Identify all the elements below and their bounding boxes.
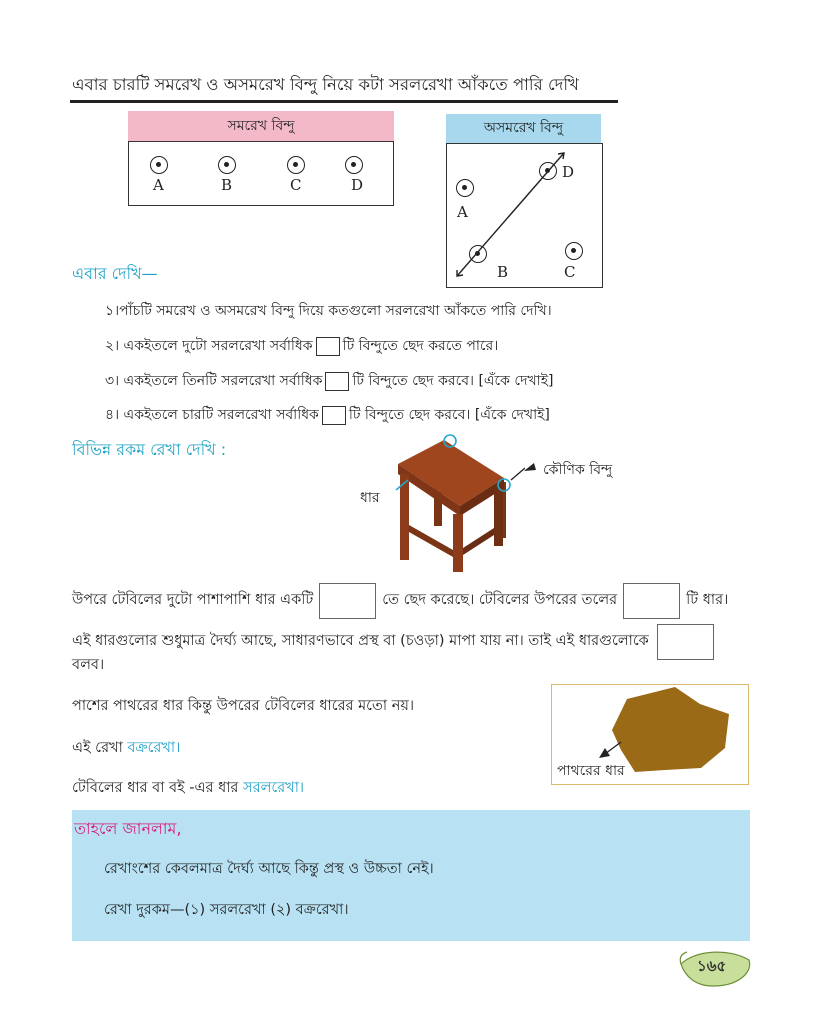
collinear-point-a-icon <box>150 156 168 174</box>
question-4-text-b: টি বিন্দুতে ছেদ করবে। [এঁকে দেখাই] <box>348 407 550 423</box>
answer-box-intersection[interactable] <box>319 583 376 619</box>
noncollinear-label-a: A <box>457 203 468 221</box>
question-4 <box>105 403 550 427</box>
question-4-text-a: ৪। একইতলে চারটি সরলরেখা সর্বাধিক <box>105 407 319 423</box>
collinear-label-a: A <box>153 176 164 194</box>
line-through-points-icon <box>446 143 603 288</box>
stone-line-2 <box>72 737 180 761</box>
para1-text-b: তে ছেদ করেছে। টেবিলের উপরের তলের <box>382 592 618 608</box>
conclusion-line-2: রেখা দুরকম—(১) সরলরেখা (২) বক্ররেখা। <box>104 902 349 918</box>
stone-label: পাথরের ধার <box>557 763 625 779</box>
collinear-label-c: C <box>290 176 302 194</box>
conclusion-line-1: রেখাংশের কেবলমাত্র দৈর্ঘ্য আছে কিন্তু প্রস্থ ও উচ্চতা নেই। <box>104 861 434 877</box>
page-number: ১৬৫ <box>697 957 727 975</box>
noncollinear-point-c-icon <box>565 242 583 260</box>
answer-box-3[interactable] <box>325 372 349 391</box>
curved-line-term: বক্ররেখা। <box>127 740 181 756</box>
noncollinear-label-d: D <box>562 163 575 181</box>
para2-text-a: এই ধারগুলোর শুধুমাত্র দৈর্ঘ্য আছে, সাধারণভাবে প্রস্থ বা (চওড়া) মাপা যায় না। তাই এই ধারগুলোকে <box>72 633 649 649</box>
section-heading-dekhi: এবার দেখি— <box>72 264 158 283</box>
noncollinear-label-b: B <box>497 263 509 281</box>
stone-line-2-a: এই রেখা <box>72 740 123 756</box>
question-3-text-a: ৩। একইতলে তিনটি সরলরেখা সর্বাধিক <box>105 373 323 389</box>
noncollinear-point-d-icon <box>539 162 557 180</box>
straight-line-term: সরলরেখা। <box>243 780 305 796</box>
collinear-label-b: B <box>221 176 233 194</box>
question-1 <box>105 299 552 323</box>
question-2-text-b: টি বিন্দুতে ছেদ করতে পারে। <box>342 338 499 354</box>
collinear-heading: সমরেখ বিন্দু <box>128 111 394 141</box>
question-1-text: ১।পাঁচটি সমরেখ ও অসমরেখ বিন্দু দিয়ে কতগুলো সরলরেখা আঁকতে পারি দেখি। <box>105 303 552 319</box>
paragraph-length <box>72 624 714 660</box>
collinear-point-c-icon <box>287 156 305 174</box>
answer-box-line-name[interactable] <box>657 624 714 660</box>
para1-text-c: টি ধার। <box>686 592 729 608</box>
collinear-point-b-icon <box>218 156 236 174</box>
table-illustration <box>380 430 525 575</box>
question-3 <box>105 369 553 393</box>
collinear-point-d-icon <box>345 156 363 174</box>
edge-label: ধার <box>360 490 380 506</box>
question-2-text-a: ২। একইতলে দুটো সরলরেখা সর্বাধিক <box>105 338 313 354</box>
stone-line-1: পাশের পাথরের ধার কিন্তু উপরের টেবিলের ধারের মতো নয়। <box>72 698 415 714</box>
arrow-head-icon <box>524 462 538 474</box>
answer-box-2[interactable] <box>316 337 340 356</box>
paragraph-edges <box>72 583 728 619</box>
para1-text-a: উপরে টেবিলের দুটো পাশাপাশি ধার একটি <box>72 592 314 608</box>
corner-label: কৌণিক বিন্দু <box>543 462 613 478</box>
para2-text-b: বলব। <box>72 657 105 673</box>
noncollinear-point-b-icon <box>469 245 487 263</box>
noncollinear-label-c: C <box>564 263 576 281</box>
answer-box-edges-count[interactable] <box>623 583 680 619</box>
stone-line-3 <box>72 777 304 801</box>
question-3-text-b: টি বিন্দুতে ছেদ করবে। [এঁকে দেখাই] <box>352 373 554 389</box>
section-heading-lines: বিভিন্ন রকম রেখা দেখি : <box>72 440 227 459</box>
conclusion-heading: তাহলে জানলাম, <box>74 819 182 838</box>
question-2 <box>105 334 498 358</box>
collinear-label-d: D <box>351 176 364 194</box>
page-title: এবার চারটি সমরেখ ও অসমরেখ বিন্দু নিয়ে কটা সরলরেখা আঁকতে পারি দেখি <box>72 75 579 94</box>
noncollinear-point-a-icon <box>456 179 474 197</box>
stone-line-3-a: টেবিলের ধার বা বই -এর ধার <box>72 780 239 796</box>
title-underline <box>70 100 618 103</box>
noncollinear-heading: অসমরেখ বিন্দু <box>446 114 601 143</box>
answer-box-4[interactable] <box>322 406 346 425</box>
